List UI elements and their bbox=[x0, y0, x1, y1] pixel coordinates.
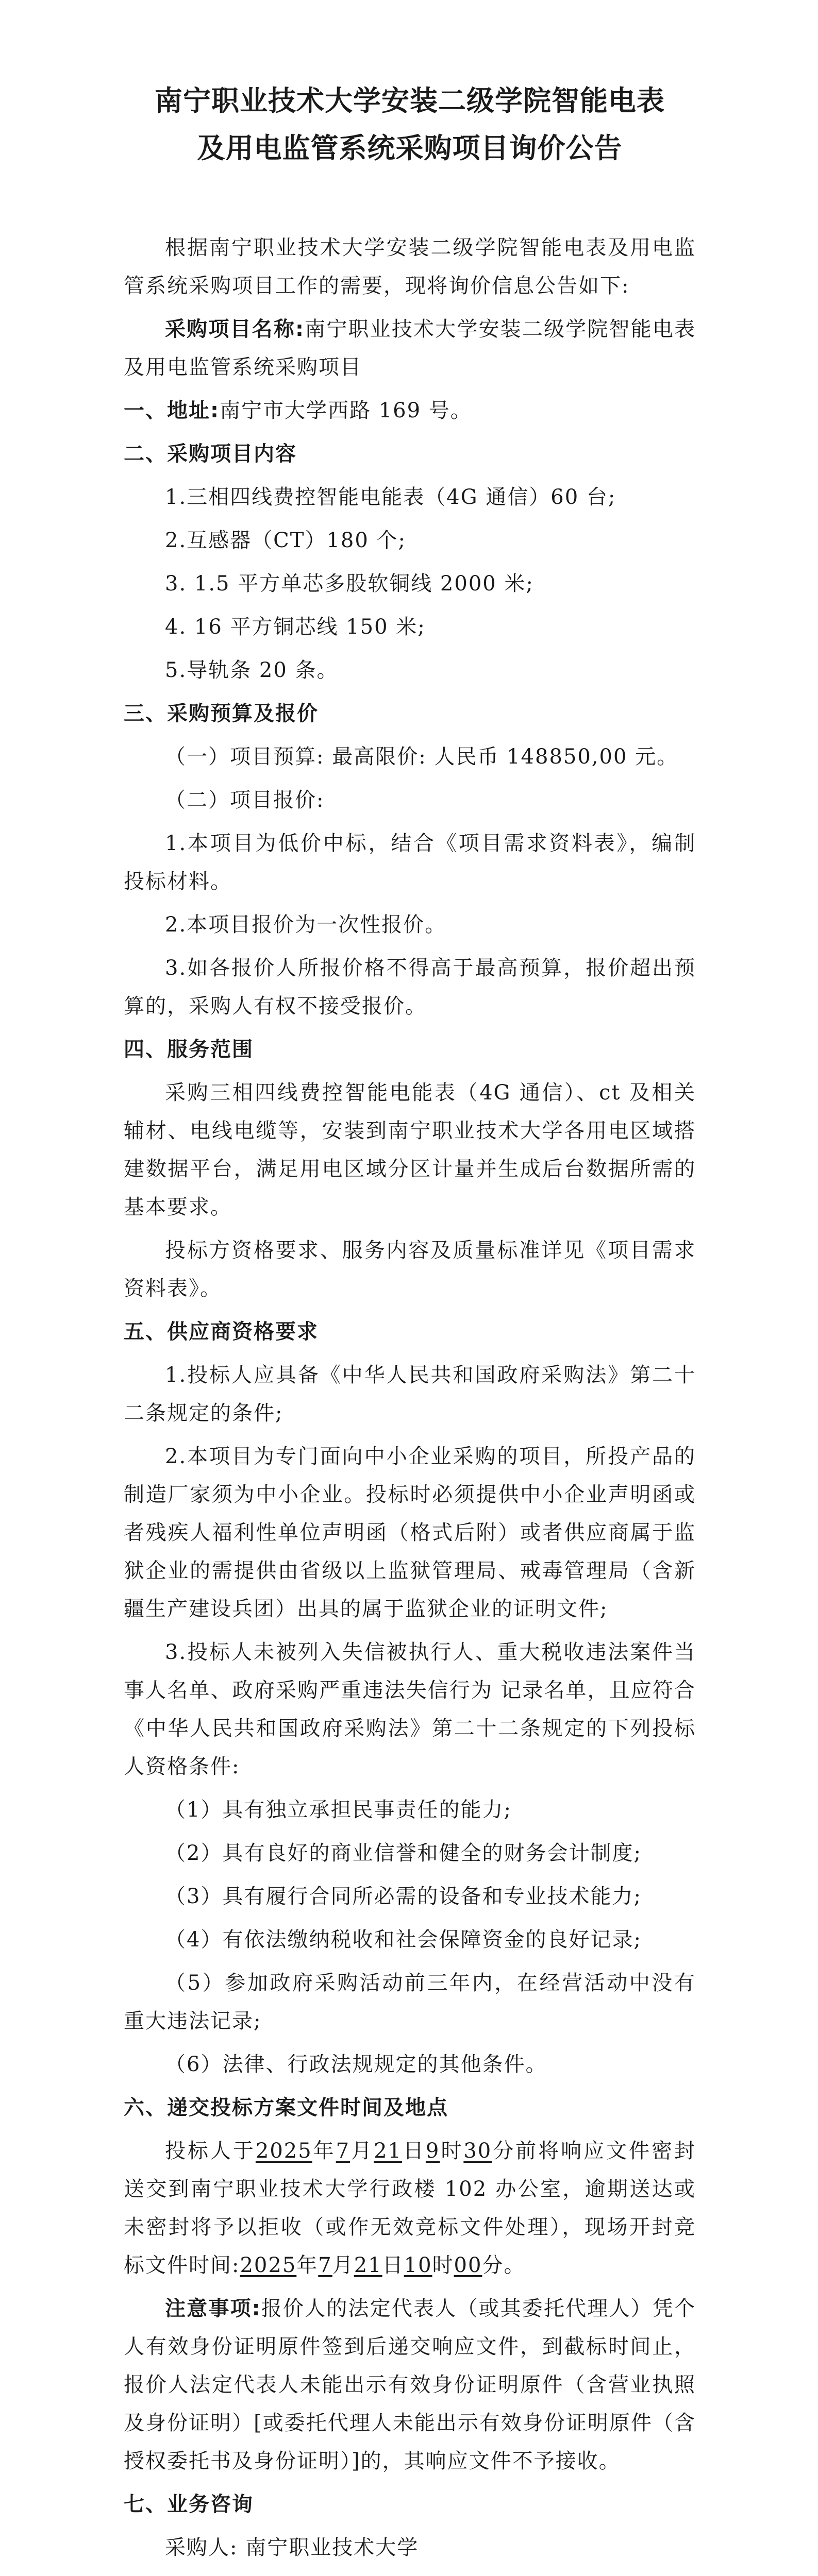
budget-paragraph: （一）项目预算: 最高限价: 人民币 148850,00 元。 bbox=[165, 745, 679, 769]
title-line-2: 及用电监管系统采购项目询价公告 bbox=[197, 132, 623, 164]
list-item: 3.投标人未被列入失信被执行人、重大税收违法案件当事人名单、政府采购严重违法失信行为 记录名单，且应符合《中华人民共和国政府采购法》第二十二条规定的下列投标人资格条件: bbox=[124, 1640, 696, 1778]
list-item: 1.三相四线费控智能电能表（4G 通信）60 台; bbox=[165, 485, 616, 509]
open-month: 7 bbox=[318, 2253, 332, 2277]
submit-month: 7 bbox=[336, 2139, 350, 2163]
page-title bbox=[124, 77, 696, 172]
text-run: 年 bbox=[312, 2139, 336, 2163]
submit-day: 21 bbox=[374, 2139, 402, 2163]
intro-paragraph: 根据南宁职业技术大学安装二级学院智能电表及用电监管系统采购项目工作的需要，现将询价信息公告如下: bbox=[124, 236, 696, 298]
section-4-heading: 四、服务范围 bbox=[124, 1038, 254, 1061]
service-scope-paragraph: 采购三相四线费控智能电能表（4G 通信）、ct 及相关辅材、电线电缆等，安装到南宁职业技术大学各用电区域搭建数据平台，满足用电区域分区计量并生成后台数据所需的基本要求。 bbox=[124, 1081, 696, 1219]
list-item: 4. 16 平方铜芯线 150 米; bbox=[165, 615, 426, 639]
service-requirements-paragraph: 投标方资格要求、服务内容及质量标准详见《项目需求资料表》。 bbox=[124, 1239, 696, 1300]
list-item: 1.投标人应具备《中华人民共和国政府采购法》第二十二条规定的条件; bbox=[124, 1363, 696, 1425]
open-day: 21 bbox=[354, 2253, 382, 2277]
quote-heading: （二）项目报价: bbox=[165, 788, 325, 812]
condition-item: （5）参加政府采购活动前三年内，在经营活动中没有重大违法记录; bbox=[124, 1971, 696, 2033]
section-3-heading: 三、采购预算及报价 bbox=[124, 702, 319, 725]
submission-paragraph bbox=[124, 2132, 696, 2284]
notice-text: 报价人的法定代表人（或其委托代理人）凭个人有效身份证明原件签到后递交响应文件，到截标时间止，报价人法定代表人未能出示有效身份证明原件（含营业执照及身份证明）[或委托代理人未能出示有效身份证明原件（含授权委托书及身份证明）]的，其响应文件不予接收。 bbox=[124, 2297, 696, 2473]
text-run: 月 bbox=[332, 2253, 354, 2277]
buyer-paragraph: 采购人: 南宁职业技术大学 bbox=[165, 2536, 419, 2560]
title-line-1: 南宁职业技术大学安装二级学院智能电表 bbox=[155, 84, 665, 117]
text-run: 日 bbox=[382, 2253, 404, 2277]
condition-item: （2）具有良好的商业信誉和健全的财务会计制度; bbox=[165, 1841, 642, 1865]
open-hour: 10 bbox=[404, 2253, 432, 2277]
section-address-value: 南宁市大学西路 169 号。 bbox=[220, 399, 472, 422]
list-item: 3. 1.5 平方单芯多股软铜线 2000 米; bbox=[165, 572, 534, 596]
project-name-label: 采购项目名称: bbox=[165, 317, 305, 341]
condition-item: （3）具有履行合同所必需的设备和专业技术能力; bbox=[165, 1885, 642, 1908]
list-item: 3.如各报价人所报价格不得高于最高预算，报价超出预算的，采购人有权不接受报价。 bbox=[124, 956, 696, 1018]
text-run: 分。 bbox=[482, 2253, 526, 2277]
list-item: 5.导轨条 20 条。 bbox=[165, 658, 339, 682]
text-run: 年 bbox=[296, 2253, 319, 2277]
project-name-paragraph bbox=[124, 310, 696, 386]
open-year: 2025 bbox=[240, 2253, 297, 2277]
list-item: 2.本项目为专门面向中小企业采购的项目，所投产品的制造厂家须为中小企业。投标时必须提供中小企业声明函或者残疾人福利性单位声明函（格式后附）或者供应商属于监狱企业的需提供由省级以上监狱管理局、戒毒管理局（含新疆生产建设兵团）出具的属于监狱企业的证明文件; bbox=[124, 1445, 696, 1621]
section-address bbox=[124, 392, 696, 430]
text-run: 日 bbox=[402, 2139, 426, 2163]
submit-minute: 30 bbox=[463, 2139, 492, 2163]
text-run: 投标人于 bbox=[165, 2139, 256, 2163]
notice-paragraph bbox=[124, 2290, 696, 2480]
open-minute: 00 bbox=[454, 2253, 482, 2277]
signature-org bbox=[523, 2571, 696, 2576]
section-address-label: 一、地址: bbox=[124, 399, 220, 422]
submit-hour: 9 bbox=[425, 2139, 440, 2163]
text-run: 分前将响应文件密封送交到南宁职业技术大学行政楼 102 办公室，逾期送达或未密封将予以拒收（或作无效竞标文件处理），现场开封竞标文件时间: bbox=[124, 2139, 696, 2277]
section-6-heading: 六、递交投标方案文件时间及地点 bbox=[124, 2096, 448, 2120]
section-2-heading: 二、采购项目内容 bbox=[124, 442, 297, 466]
text-run: 月 bbox=[350, 2139, 374, 2163]
condition-item: （1）具有独立承担民事责任的能力; bbox=[165, 1798, 512, 1822]
submit-year: 2025 bbox=[255, 2139, 312, 2163]
text-run: 时 bbox=[432, 2253, 454, 2277]
list-item: 2.本项目报价为一次性报价。 bbox=[165, 913, 447, 937]
text-run: 时 bbox=[440, 2139, 464, 2163]
list-item: 1.本项目为低价中标，结合《项目需求资料表》，编制投标材料。 bbox=[124, 832, 696, 893]
project-name-value: 南宁职业技术大学安装二级学院智能电表及用电监管系统采购项目 bbox=[124, 317, 696, 379]
announcement-document bbox=[124, 77, 696, 2576]
condition-item: （6）法律、行政法规规定的其他条件。 bbox=[165, 2053, 547, 2076]
notice-label: 注意事项: bbox=[165, 2297, 261, 2320]
section-5-heading: 五、供应商资格要求 bbox=[124, 1320, 319, 1344]
section-7-heading: 七、业务咨询 bbox=[124, 2493, 254, 2516]
list-item: 2.互感器（CT）180 个; bbox=[165, 529, 406, 552]
condition-item: （4）有依法缴纳税收和社会保障资金的良好记录; bbox=[165, 1928, 642, 1952]
